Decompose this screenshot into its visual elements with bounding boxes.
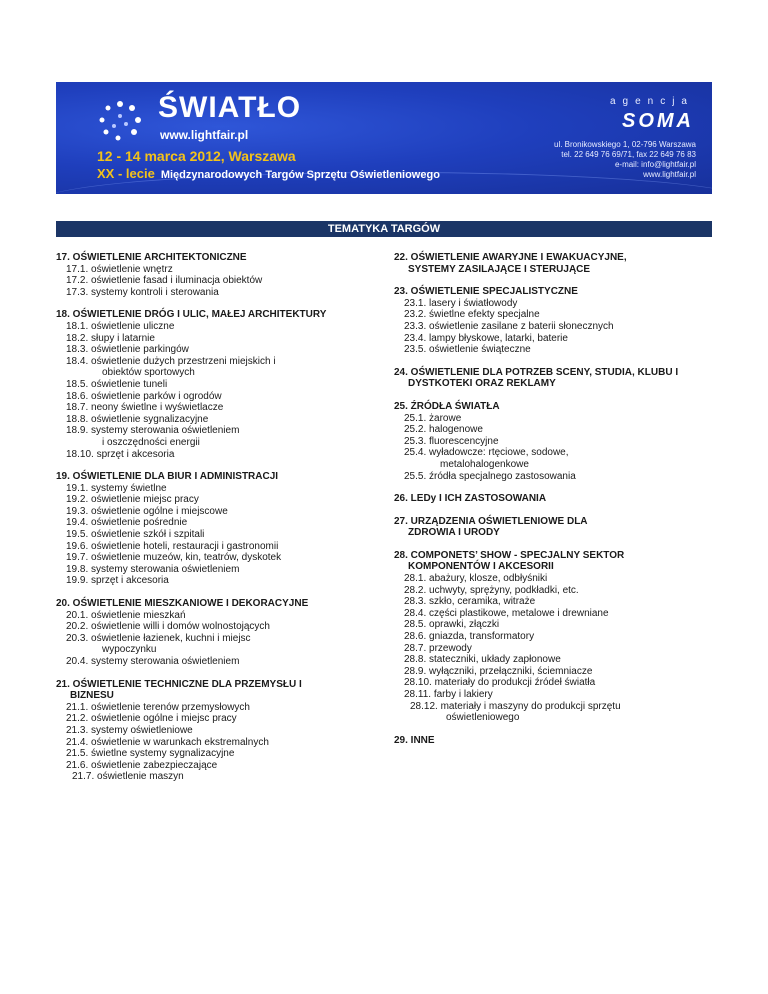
category-title bbox=[56, 679, 376, 702]
category-column-right bbox=[394, 252, 714, 757]
category-title-text: 25. ŹRÓDŁA ŚWIATŁA bbox=[394, 400, 500, 412]
subcategory-text: 25.5. źródła specjalnego zastosowania bbox=[404, 470, 576, 482]
event-date: 12 - 14 marca 2012, Warszawa bbox=[97, 148, 296, 164]
subcategory-text: 28.9. wyłączniki, przełączniki, ściemniacze bbox=[404, 665, 593, 677]
subcategory-item bbox=[404, 573, 714, 585]
category-title-text: 24. OŚWIETLENIE DLA POTRZEB SCENY, STUDIA, KLUBU I bbox=[394, 366, 679, 378]
category-title-text: 27. URZĄDZENIA OŚWIETLENIOWE DLA bbox=[394, 515, 588, 527]
subcategory-item bbox=[66, 414, 376, 426]
subcategory-text: 18.1. oświetlenie uliczne bbox=[66, 320, 175, 332]
subcategory-text: 17.3. systemy kontroli i sterowania bbox=[66, 286, 219, 298]
subcategory-text: 28.8. stateczniki, układy zapłonowe bbox=[404, 654, 561, 666]
agency-label: agencja bbox=[609, 96, 694, 107]
anniversary-label: XX - lecie bbox=[97, 166, 155, 181]
subcategory-text: 21.4. oświetlenie w warunkach ekstremalnych bbox=[66, 736, 269, 748]
category-title-text: 19. OŚWIETLENIE DLA BIUR I ADMINISTRACJI bbox=[56, 471, 279, 483]
category-block bbox=[56, 471, 376, 587]
subcategory-text: 18.3. oświetlenie parkingów bbox=[66, 344, 189, 356]
category-title-continuation: ZDROWIA I URODY bbox=[408, 527, 500, 539]
subcategory-item bbox=[66, 541, 376, 553]
subcategory-text: 18.5. oświetlenie tuneli bbox=[66, 378, 168, 390]
subcategory-item bbox=[66, 391, 376, 403]
subcategory-list bbox=[56, 264, 376, 299]
category-title bbox=[56, 471, 376, 483]
subcategory-item bbox=[404, 677, 714, 689]
subcategory-text: 23.5. oświetlenie świąteczne bbox=[404, 344, 531, 356]
category-title-text: 17. OŚWIETLENIE ARCHITEKTONICZNE bbox=[56, 252, 247, 263]
subcategory-item bbox=[404, 585, 714, 597]
event-subtitle bbox=[97, 166, 440, 181]
subcategory-item bbox=[66, 425, 376, 448]
category-title-continuation: SYSTEMY ZASILAJĄCE I STERUJĄCE bbox=[408, 263, 591, 275]
subcategory-item bbox=[404, 631, 714, 643]
subcategory-item bbox=[404, 424, 714, 436]
subcategory-text: 20.4. systemy sterowania oświetleniem bbox=[66, 656, 240, 667]
category-title-text: 29. INNE bbox=[394, 734, 435, 746]
subcategory-item bbox=[66, 402, 376, 414]
agency-address: ul. Bronikowskiego 1, 02-796 Warszawa bbox=[554, 140, 696, 149]
subcategory-text: 28.1. abażury, klosze, odbłyśniki bbox=[404, 573, 548, 585]
category-title-continuation: BIZNESU bbox=[70, 690, 114, 702]
subcategory-continuation: wypoczynku bbox=[102, 644, 157, 656]
agency-phone: tel. 22 649 76 69/71, fax 22 649 76 83 bbox=[561, 150, 696, 159]
category-title bbox=[394, 367, 714, 390]
subcategory-item bbox=[404, 596, 714, 608]
subcategory-item bbox=[66, 275, 376, 287]
subcategory-text: 23.4. lampy błyskowe, latarki, baterie bbox=[404, 332, 568, 344]
subcategory-item bbox=[66, 529, 376, 541]
subcategory-text: 25.4. wyładowcze: rtęciowe, sodowe, bbox=[404, 447, 569, 459]
subcategory-item bbox=[66, 760, 376, 772]
subcategory-text: 28.5. oprawki, złączki bbox=[404, 619, 500, 631]
subcategory-item bbox=[404, 701, 714, 724]
category-title bbox=[56, 309, 376, 321]
category-block bbox=[394, 286, 714, 356]
subcategory-text: 23.3. oświetlenie zasilane z baterii słonecznych bbox=[404, 320, 614, 332]
subcategory-text: 19.9. sprzęt i akcesoria bbox=[66, 575, 169, 587]
subcategory-item bbox=[404, 654, 714, 666]
subcategory-list bbox=[394, 413, 714, 483]
category-title-text: 28. COMPONETS’ SHOW - SPECJALNY SEKTOR bbox=[394, 549, 625, 561]
category-title-continuation: DYSTKOTEKI ORAZ REKLAMY bbox=[408, 378, 556, 390]
subcategory-text: 25.2. halogenowe bbox=[404, 424, 483, 436]
subcategory-list bbox=[56, 483, 376, 587]
subcategory-item bbox=[66, 356, 376, 379]
subcategory-list bbox=[56, 702, 376, 783]
subcategory-list bbox=[56, 610, 376, 668]
subcategory-item bbox=[66, 610, 376, 622]
category-title-text: 22. OŚWIETLENIE AWARYJNE I EWAKUACYJNE, bbox=[394, 252, 627, 263]
category-title bbox=[394, 516, 714, 539]
category-title bbox=[56, 252, 376, 264]
subcategory-text: 18.6. oświetlenie parków i ogrodów bbox=[66, 390, 222, 402]
subcategory-item bbox=[66, 737, 376, 749]
agency-contact bbox=[472, 140, 696, 180]
subcategory-text: 19.8. systemy sterowania oświetleniem bbox=[66, 563, 240, 575]
subcategory-text: 20.1. oświetlenie mieszkań bbox=[66, 609, 186, 621]
subcategory-text: 23.1. lasery i światłowody bbox=[404, 297, 518, 309]
category-title bbox=[394, 735, 714, 747]
subcategory-continuation: obiektów sportowych bbox=[102, 367, 195, 379]
subcategory-continuation: metalohalogenkowe bbox=[440, 458, 529, 470]
subcategory-item bbox=[404, 471, 714, 483]
subcategory-item bbox=[66, 702, 376, 714]
category-block bbox=[56, 679, 376, 783]
subcategory-text: 19.1. systemy świetlne bbox=[66, 482, 167, 494]
subcategory-text: 19.6. oświetlenie hoteli, restauracji i gastronomii bbox=[66, 540, 279, 552]
subcategory-list bbox=[394, 573, 714, 724]
category-block bbox=[56, 598, 376, 668]
category-block bbox=[394, 516, 714, 539]
subcategory-item bbox=[404, 333, 714, 345]
subcategory-item bbox=[404, 298, 714, 310]
subcategory-text: 28.12. materiały i maszyny do produkcji sprzętu bbox=[410, 700, 621, 712]
subcategory-text: 20.3. oświetlenie łazienek, kuchni i miejsc bbox=[66, 632, 251, 644]
subcategory-item bbox=[66, 449, 376, 461]
subcategory-item bbox=[404, 321, 714, 333]
subcategory-text: 21.5. świetlne systemy sygnalizacyjne bbox=[66, 748, 235, 760]
subcategory-item bbox=[66, 656, 376, 668]
subcategory-text: 25.1. żarowe bbox=[404, 412, 462, 424]
subcategory-text: 28.7. przewody bbox=[404, 642, 472, 654]
subcategory-item bbox=[404, 666, 714, 678]
subcategory-text: 19.2. oświetlenie miejsc pracy bbox=[66, 494, 199, 506]
subcategory-item bbox=[66, 264, 376, 276]
subcategory-item bbox=[66, 483, 376, 495]
subcategory-text: 21.6. oświetlenie zabezpieczające bbox=[66, 759, 218, 771]
subcategory-item bbox=[66, 321, 376, 333]
brand-url: www.lightfair.pl bbox=[160, 128, 249, 142]
subcategory-item bbox=[404, 344, 714, 356]
subcategory-item bbox=[404, 413, 714, 425]
subcategory-item bbox=[66, 564, 376, 576]
subcategory-text: 19.3. oświetlenie ogólne i miejscowe bbox=[66, 505, 228, 517]
category-title bbox=[56, 598, 376, 610]
subcategory-item bbox=[66, 713, 376, 725]
subcategory-text: 21.3. systemy oświetleniowe bbox=[66, 724, 193, 736]
category-title-text: 20. OŚWIETLENIE MIESZKANIOWE I DEKORACYJNE bbox=[56, 598, 309, 610]
subcategory-list bbox=[394, 298, 714, 356]
category-title bbox=[394, 252, 714, 275]
subcategory-text: 18.2. słupy i latarnie bbox=[66, 332, 155, 344]
category-title-continuation: KOMPONENTÓW I AKCESORII bbox=[408, 561, 554, 573]
subcategory-item bbox=[404, 643, 714, 655]
category-block bbox=[394, 401, 714, 482]
category-block bbox=[56, 309, 376, 460]
subcategory-text: 21.1. oświetlenie terenów przemysłowych bbox=[66, 701, 250, 713]
subcategory-item bbox=[66, 621, 376, 633]
subcategory-continuation: oświetleniowego bbox=[446, 712, 520, 724]
agency-email: e-mail: info@lightfair.pl bbox=[614, 160, 696, 169]
subcategory-text: 18.10. sprzęt i akcesoria bbox=[66, 448, 175, 460]
subcategory-item bbox=[66, 287, 376, 299]
category-title-text: 26. LEDy I ICH ZASTOSOWANIA bbox=[394, 493, 547, 505]
subcategory-text: 28.4. części plastikowe, metalowe i drewniane bbox=[404, 607, 609, 619]
subcategory-item bbox=[66, 575, 376, 587]
category-title bbox=[394, 286, 714, 298]
subcategory-item bbox=[66, 552, 376, 564]
subcategory-text: 17.2. oświetlenie fasad i iluminacja obiektów bbox=[66, 275, 263, 287]
subcategory-text: 18.8. oświetlenie sygnalizacyjne bbox=[66, 413, 209, 425]
subcategory-text: 23.2. świetlne efekty specjalne bbox=[404, 309, 540, 321]
subcategory-text: 18.7. neony świetlne i wyświetlacze bbox=[66, 402, 224, 414]
category-title bbox=[394, 493, 714, 505]
subcategory-text: 17.1. oświetlenie wnętrz bbox=[66, 263, 173, 275]
category-block bbox=[394, 493, 714, 505]
subcategory-text: 19.7. oświetlenie muzeów, kin, teatrów, dyskotek bbox=[66, 552, 282, 564]
subcategory-item bbox=[404, 619, 714, 631]
subcategory-text: 28.6. gniazda, transformatory bbox=[404, 631, 535, 643]
subcategory-text: 19.4. oświetlenie pośrednie bbox=[66, 517, 188, 529]
subcategory-item bbox=[66, 494, 376, 506]
subcategory-text: 18.4. oświetlenie dużych przestrzeni miejskich i bbox=[66, 355, 276, 367]
category-block bbox=[56, 252, 376, 298]
subcategory-item bbox=[66, 633, 376, 656]
light-dots-logo-icon bbox=[96, 98, 144, 146]
subcategory-item bbox=[66, 517, 376, 529]
agency-logo: SOMA bbox=[622, 110, 694, 132]
agency-website: www.lightfair.pl bbox=[643, 170, 696, 179]
subcategory-text: 28.3. szkło, ceramika, witraże bbox=[404, 596, 536, 608]
subcategory-text: 28.10. materiały do produkcji źródeł światła bbox=[404, 677, 596, 689]
subcategory-item bbox=[66, 379, 376, 391]
category-title-text: 23. OŚWIETLENIE SPECJALISTYCZNE bbox=[394, 286, 578, 298]
subcategory-text: 19.5. oświetlenie szkół i szpitali bbox=[66, 529, 205, 541]
subcategory-text: 18.9. systemy sterowania oświetleniem bbox=[66, 425, 240, 437]
category-column-left bbox=[56, 252, 376, 794]
subcategory-continuation: i oszczędności energii bbox=[102, 436, 200, 448]
subcategory-item bbox=[404, 447, 714, 470]
section-title: TEMATYKA TARGÓW bbox=[56, 221, 712, 237]
subcategory-item bbox=[66, 506, 376, 518]
subcategory-item bbox=[404, 689, 714, 701]
subcategory-text: 21.2. oświetlenie ogólne i miejsc pracy bbox=[66, 713, 237, 725]
subcategory-text: 25.3. fluorescencyjne bbox=[404, 435, 499, 447]
subcategory-list bbox=[56, 321, 376, 460]
subcategory-text: 21.7. oświetlenie maszyn bbox=[72, 771, 184, 783]
subcategory-item bbox=[66, 333, 376, 345]
category-block bbox=[394, 735, 714, 747]
category-title-text: 21. OŚWIETLENIE TECHNICZNE DLA PRZEMYSŁU I bbox=[56, 678, 302, 690]
subcategory-text: 28.11. farby i lakiery bbox=[404, 689, 493, 700]
subcategory-text: 20.2. oświetlenie willi i domów wolnostojących bbox=[66, 621, 270, 633]
subcategory-item bbox=[66, 771, 376, 783]
category-title bbox=[394, 550, 714, 573]
subcategory-item bbox=[404, 436, 714, 448]
subcategory-text: 28.2. uchwyty, sprężyny, podkładki, etc. bbox=[404, 584, 579, 596]
subcategory-item bbox=[66, 344, 376, 356]
category-block bbox=[394, 367, 714, 390]
subcategory-item bbox=[66, 748, 376, 760]
subcategory-item bbox=[404, 608, 714, 620]
category-block bbox=[394, 252, 714, 275]
subcategory-item bbox=[66, 725, 376, 737]
brand-title: ŚWIATŁO bbox=[158, 91, 302, 124]
subcategory-item bbox=[404, 309, 714, 321]
event-subtitle-text: Międzynarodowych Targów Sprzętu Oświetleniowego bbox=[160, 169, 440, 181]
category-title-text: 18. OŚWIETLENIE DRÓG I ULIC, MAŁEJ ARCHITEKTURY bbox=[56, 309, 327, 321]
category-title bbox=[394, 401, 714, 413]
category-block bbox=[394, 550, 714, 724]
